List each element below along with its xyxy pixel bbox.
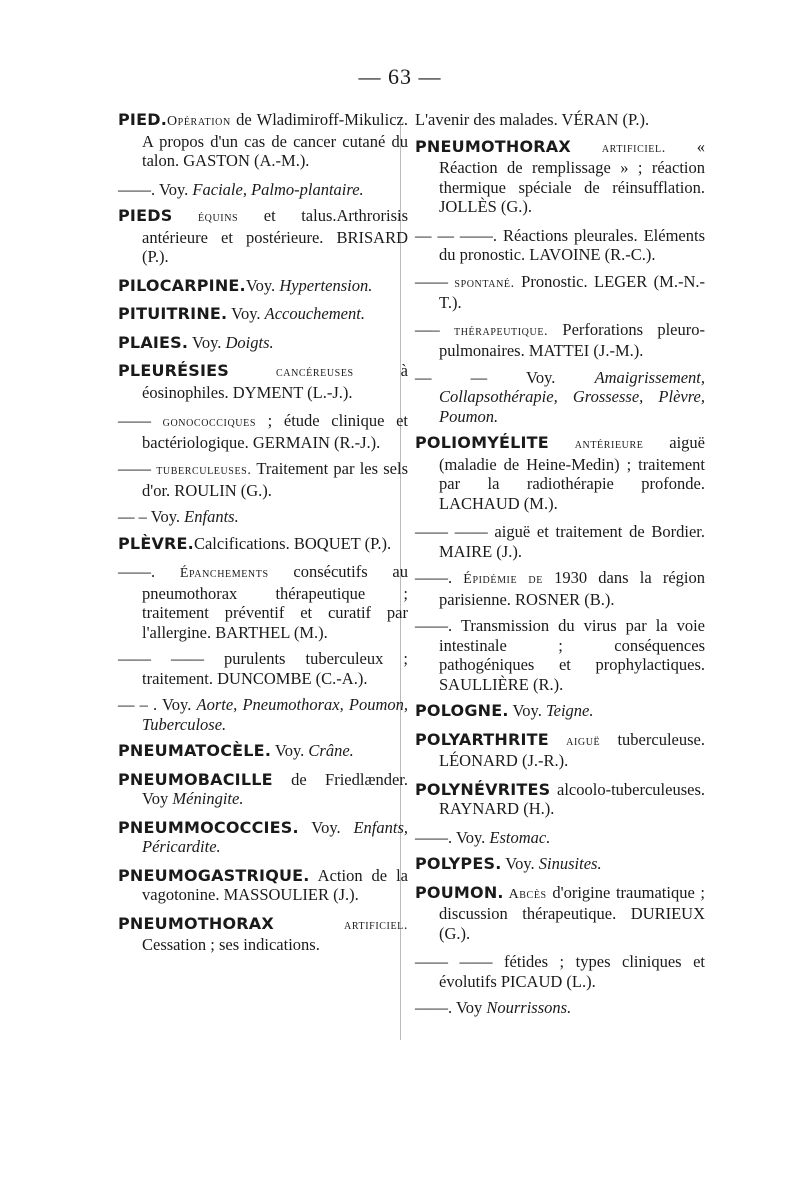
entry-headword: PLÈVRE. (118, 533, 194, 553)
entry-dash: — – (118, 507, 147, 526)
entry-dash: ——. (415, 568, 453, 587)
entry-text: Voy. (146, 507, 185, 526)
index-entry (415, 368, 705, 427)
entry-text: Voy. (508, 701, 546, 720)
entry-text: purulents tuberculeux ; traitement. DUNCOMBE (C.-A.). (142, 649, 408, 688)
entry-reference: Doigts. (225, 332, 274, 352)
entry-text: Transmission du virus par la voie intestinale ; conséquences pathogéniques et prophylactiques. SAULLIÈRE (R.). (439, 616, 705, 694)
entry-text: Voy. (227, 304, 265, 323)
entry-headword: POLOGNE. (415, 701, 509, 720)
entry-headword: PNEUMATOCÈLE. (118, 741, 272, 760)
index-entry (415, 568, 705, 609)
entry-text: Cessation ; ses indications. (142, 935, 320, 954)
entry-dash: —— (118, 411, 151, 430)
entry-subhead: artificiel. (570, 140, 666, 156)
entry-text: Voy. (157, 695, 197, 714)
entry-dash: —— (118, 459, 151, 478)
entry-reference: Accouchement. (264, 304, 365, 323)
entry-subhead: Épanchements (155, 566, 269, 581)
entry-subhead: Épidémie de (452, 572, 543, 587)
index-entry (415, 998, 705, 1018)
entry-headword: POLYARTHRITE (415, 729, 549, 749)
entry-text: 1930 dans la région parisienne. ROSNER (B.). (439, 568, 705, 609)
entry-text: Voy. (298, 817, 354, 837)
entry-subhead: artificiel. (273, 917, 408, 933)
index-entry (415, 854, 705, 874)
index-entry (415, 780, 705, 819)
entry-reference: Méningite. (172, 789, 244, 808)
index-entry (118, 649, 408, 688)
entry-reference: Enfants. (184, 507, 239, 526)
entry-text: et talus.Arthrorisis antérieure et postérieure. BRISARD (P.). (142, 206, 408, 266)
index-entry (118, 459, 408, 500)
entry-text: de Friedlænder. Voy (142, 769, 408, 808)
entry-text: Calcifications. BOQUET (P.). (193, 533, 392, 553)
entry-text: ; étude clinique et bactériologique. GERMAIN (R.-J.). (142, 411, 408, 452)
index-entry (118, 507, 408, 527)
entry-dash: —— (415, 271, 448, 291)
index-entry (415, 701, 705, 721)
entry-text: consécutifs au pneumothorax thérapeutique ; traitement préventif et curatif par l'allergine. BARTHEL (M.). (142, 562, 408, 642)
entry-text: Action de la vagotonine. MASSOULIER (J.). (142, 865, 408, 904)
index-entry (118, 562, 408, 642)
entry-reference: Crâne. (308, 741, 354, 760)
index-entry (118, 411, 408, 452)
entry-text: Voy. (452, 827, 490, 847)
entry-text: Voy. (501, 854, 539, 873)
entry-subhead: gonococciques (151, 415, 256, 430)
entry-text: Voy (452, 998, 487, 1017)
entry-reference: Faciale, Palmo-plantaire. (192, 179, 364, 199)
entry-reference: Sinusites. (538, 854, 602, 873)
index-entry (415, 883, 705, 944)
entry-text: L'avenir des malades. VÉRAN (P.). (415, 110, 650, 129)
entry-dash: ——. (118, 179, 156, 199)
index-entry (415, 320, 705, 361)
entry-reference: Teigne. (545, 701, 594, 720)
index-entry (415, 828, 705, 848)
entry-headword: POLIOMYÉLITE (415, 433, 549, 452)
index-entry (118, 304, 408, 324)
entry-headword: PNEUMMOCOCCIES. (118, 817, 299, 837)
entry-text: Voy. (245, 275, 280, 295)
page-number: — 63 — (358, 64, 442, 89)
entry-subhead: tuberculeuses. (151, 463, 252, 478)
index-entry (415, 433, 705, 513)
entry-dash: — – . (118, 695, 158, 714)
index-entry (415, 272, 705, 313)
entry-headword: PNEUMOBACILLE (118, 769, 273, 789)
index-entry (118, 770, 408, 809)
index-entry (415, 522, 705, 561)
entry-reference: Amaigrissement, Collapsothérapie, Grossesse, Plèvre, Poumon. (439, 367, 706, 426)
entry-dash: ——. (118, 562, 156, 581)
entry-text: Réactions pleurales. Eléments du pronostic. LAVOINE (R.-C.). (439, 225, 705, 264)
entry-headword: PLAIES. (118, 332, 189, 352)
index-entry (118, 206, 408, 267)
entry-reference: Nourrissons. (486, 998, 572, 1017)
index-entry (118, 866, 408, 905)
entry-text: Pronostic. LEGER (M.-N.-T.). (439, 271, 705, 312)
entry-headword: PNEUMOTHORAX (118, 913, 274, 933)
entry-text: aiguë et traitement de Bordier. MAIRE (J.). (439, 522, 706, 561)
entry-subhead: antérieure (548, 437, 644, 452)
entry-headword: POLYPES. (415, 854, 502, 873)
entry-reference: Estomac. (489, 827, 551, 847)
entry-text: Voy. (155, 179, 193, 199)
entry-dash: —— —— (415, 522, 488, 541)
entry-text: aiguë (maladie de Heine-Medin) ; traitement par la radiothérapie profonde. LACHAUD (M.). (439, 433, 705, 513)
index-entry (118, 333, 408, 353)
entry-subhead: Opération (166, 114, 231, 129)
entry-subhead: aiguë (548, 733, 601, 749)
entry-dash: —— —— (118, 649, 205, 668)
index-entry (415, 730, 705, 771)
entry-text: Voy. (487, 367, 595, 387)
entry-headword: PNEUMOTHORAX (415, 136, 571, 156)
entry-text: d'origine traumatique ; discussion thérapeutique. DURIEUX (G.). (439, 882, 705, 943)
entry-reference: Enfants, Péricardite. (142, 817, 408, 856)
entry-subhead: équins (172, 210, 239, 225)
index-entry (118, 180, 408, 200)
entry-subhead: thérapeutique. (439, 323, 549, 339)
entry-reference: Hypertension. (279, 275, 373, 295)
index-entry (415, 110, 705, 130)
entry-dash: ——. (415, 827, 453, 847)
left-column (118, 110, 408, 964)
entry-headword: PITUITRINE. (118, 304, 228, 323)
index-entry (118, 818, 408, 857)
right-column (415, 110, 705, 1025)
entry-text: de Wladimiroff-Mikulicz. A propos d'un cas de cancer cutané du talon. GASTON (A.-M.). (142, 110, 408, 170)
index-entry (118, 361, 408, 402)
entry-subhead: spontané. (448, 275, 515, 291)
entry-dash: — — ——. (415, 225, 498, 245)
entry-subhead: cancéreuses (229, 365, 354, 380)
index-entry (118, 914, 408, 955)
index-entry (415, 137, 705, 217)
index-entry (118, 695, 408, 734)
entry-headword: PLEURÉSIES (118, 361, 230, 380)
entry-dash: —— —— (415, 952, 493, 971)
entry-reference: Aorte, Pneumothorax, Poumon, Tuberculose. (142, 695, 408, 734)
index-entry (118, 741, 408, 761)
index-entry (415, 952, 705, 991)
entry-text: Voy. (188, 332, 226, 352)
index-entry (118, 534, 408, 554)
entry-dash: — — (415, 367, 488, 387)
entry-text: fétides ; types cliniques et évolutifs PICAUD (L.). (439, 952, 706, 991)
entry-dash: —– (415, 319, 440, 339)
entry-headword: PILOCARPINE. (118, 275, 246, 295)
entry-text: Voy. (271, 741, 309, 760)
entry-headword: PNEUMOGASTRIQUE. (118, 865, 310, 885)
entry-text: « Réaction de remplissage » ; réaction thermique spéciale de réinsufflation. JOLLÈS (G.). (439, 136, 705, 216)
index-entry (118, 276, 408, 296)
index-entry (415, 226, 705, 265)
entry-text: Traitement par les sels d'or. ROULIN (G.). (142, 459, 409, 500)
entry-subhead: Abcès (503, 886, 547, 902)
index-entry (118, 110, 408, 171)
entry-headword: PIED. (118, 110, 167, 129)
entry-text: à éosinophiles. DYMENT (L.-J.). (142, 361, 408, 402)
entry-text: tuberculeuse. LÉONARD (J.-R.). (439, 729, 705, 770)
entry-dash: ——. (415, 998, 453, 1017)
entry-headword: PIEDS (118, 206, 173, 225)
entry-text: Perforations pleuro-pulmonaires. MATTEI (J.-M.). (439, 319, 705, 360)
entry-text: alcoolo-tuberculeuses. RAYNARD (H.). (439, 779, 705, 818)
entry-headword: POUMON. (415, 882, 504, 902)
entry-dash: ——. (415, 616, 453, 635)
entry-headword: POLYNÉVRITES (415, 779, 551, 799)
index-entry (415, 616, 705, 694)
